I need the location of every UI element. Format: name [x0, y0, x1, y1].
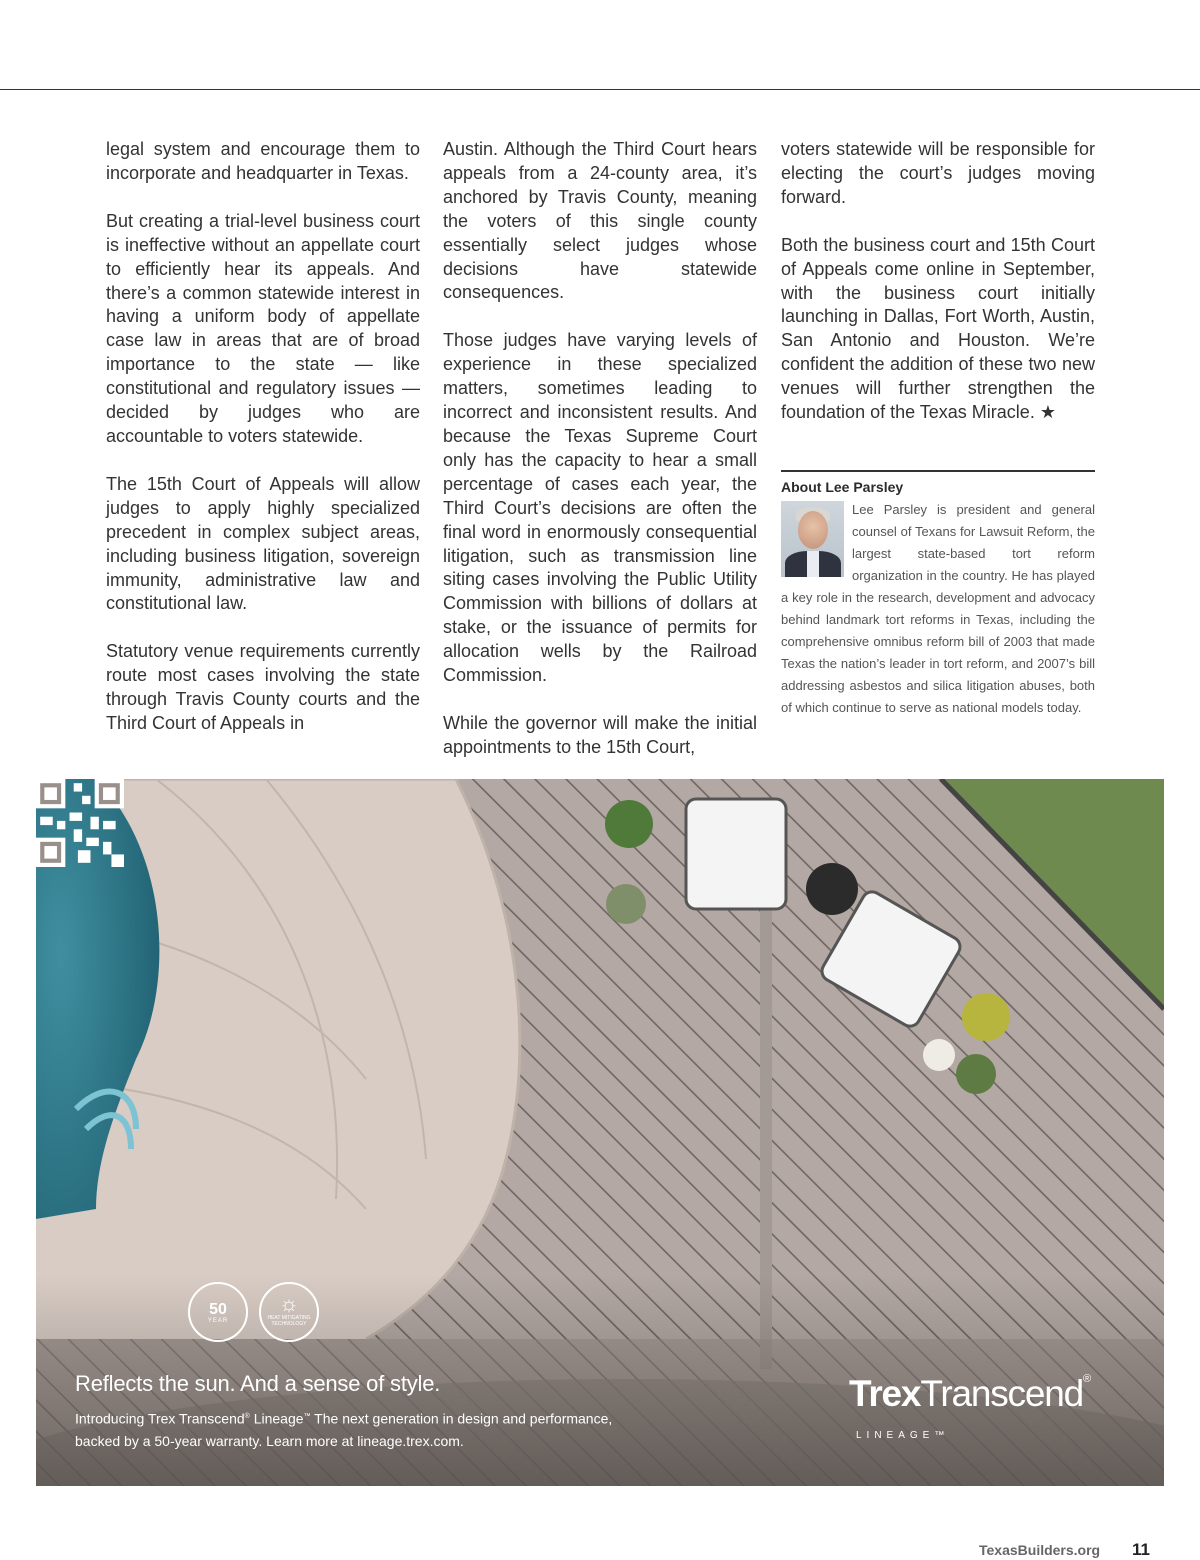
ad-headline: Reflects the sun. And a sense of style. — [75, 1371, 441, 1396]
warranty-years: 50 — [209, 1301, 227, 1318]
paragraph: The 15th Court of Appeals will allow judges to apply highly specialized precedent in complex subject areas, including business litigation, sovereign immunity, administrative law and constitutional law. — [106, 473, 420, 614]
bio-body-wrap — [781, 499, 1095, 719]
qr-code[interactable] — [36, 779, 124, 867]
paragraph: But creating a trial-level business court is ineffective without an appellate court to efficiently hear its appeals. And there’s a common statewide interest in having a uniform body of appellate case law in areas that are of broad importance to the state — like constitutional and regulatory issues — decided by judges who are accountable to voters statewide. — [106, 210, 420, 446]
sun-icon: ☼ — [278, 1291, 300, 1316]
footer-site: TexasBuilders.org — [979, 1542, 1101, 1558]
warranty-unit: YEAR — [207, 1318, 229, 1324]
heat-mitigating-badge — [259, 1282, 319, 1342]
paragraph: voters statewide will be responsible for electing the court’s judges moving forward. — [781, 139, 1095, 207]
page-number: 11 — [1132, 1540, 1150, 1559]
author-bio — [781, 470, 1095, 719]
ad-body: Introducing Trex Transcend® Lineage™ The next generation in design and performance, backed by a 50-year warranty. Learn more at lineage.trex.com. — [75, 1410, 613, 1449]
author-headshot — [781, 501, 844, 577]
trex-advertisement — [36, 779, 1164, 1486]
paragraph: While the governor will make the initial appointments to the 15th Court, — [443, 712, 757, 757]
paragraph: Statutory venue requirements currently route most cases involving the state through Travis County courts and the Third Court of Appeals in — [106, 641, 420, 734]
warranty-badge — [188, 1282, 248, 1342]
article-column-2 — [443, 138, 757, 784]
lineage-wordmark: LINEAGE™ — [856, 1430, 950, 1441]
paragraph: Both the business court and 15th Court of Appeals come online in September, with the business court initially launching in Dallas, Fort Worth, Austin, San Antonio and Houston. We’re confident the addition of these two new venues will further strengthen the foundation of the Texas Miracle. ★ — [781, 234, 1095, 423]
bio-title: About Lee Parsley — [781, 479, 904, 495]
top-rule — [0, 89, 1200, 90]
paragraph: Austin. Although the Third Court hears appeals from a 24-county area, it’s anchored by Travis County, meaning the voters of this single county essentially select judges whose decisions have statewide consequences. — [443, 139, 757, 303]
article-column-1 — [106, 138, 420, 760]
article-column-3 — [781, 138, 1095, 449]
bio-divider — [781, 470, 1095, 472]
paragraph: legal system and encourage them to incorporate and headquarter in Texas. — [106, 139, 420, 183]
paragraph: Those judges have varying levels of experience in these specialized matters, sometimes leading to incorrect and inconsistent results. And because the Texas Supreme Court only has the capacity to hear a small percentage of cases each year, the Third Court’s decisions are often the final word in enormously consequential litigation, such as transmission line siting cases involving the Public Utility Commission with billions of dollars at stake, or the issuance of permits for allocation wells by the Railroad Commission. — [443, 330, 757, 686]
trex-transcend-logo: TrexTranscend® — [849, 1373, 1090, 1414]
heat-badge-text: HEAT MITIGATING TECHNOLOGY — [267, 1315, 311, 1327]
bio-text: Lee Parsley is president and general counsel of Texans for Lawsuit Reform, the largest state-based tort reform organization in the country. He has played a key role in the research, development and advocacy behind landmark tort reforms in Texas, including the comprehensive omnibus reform bill of 2003 that made Texas the nation’s leader in tort reform, and 2007’s bill addressing asbestos and silica litigation abuses, both of which continue to serve as national models today. — [781, 502, 1095, 715]
